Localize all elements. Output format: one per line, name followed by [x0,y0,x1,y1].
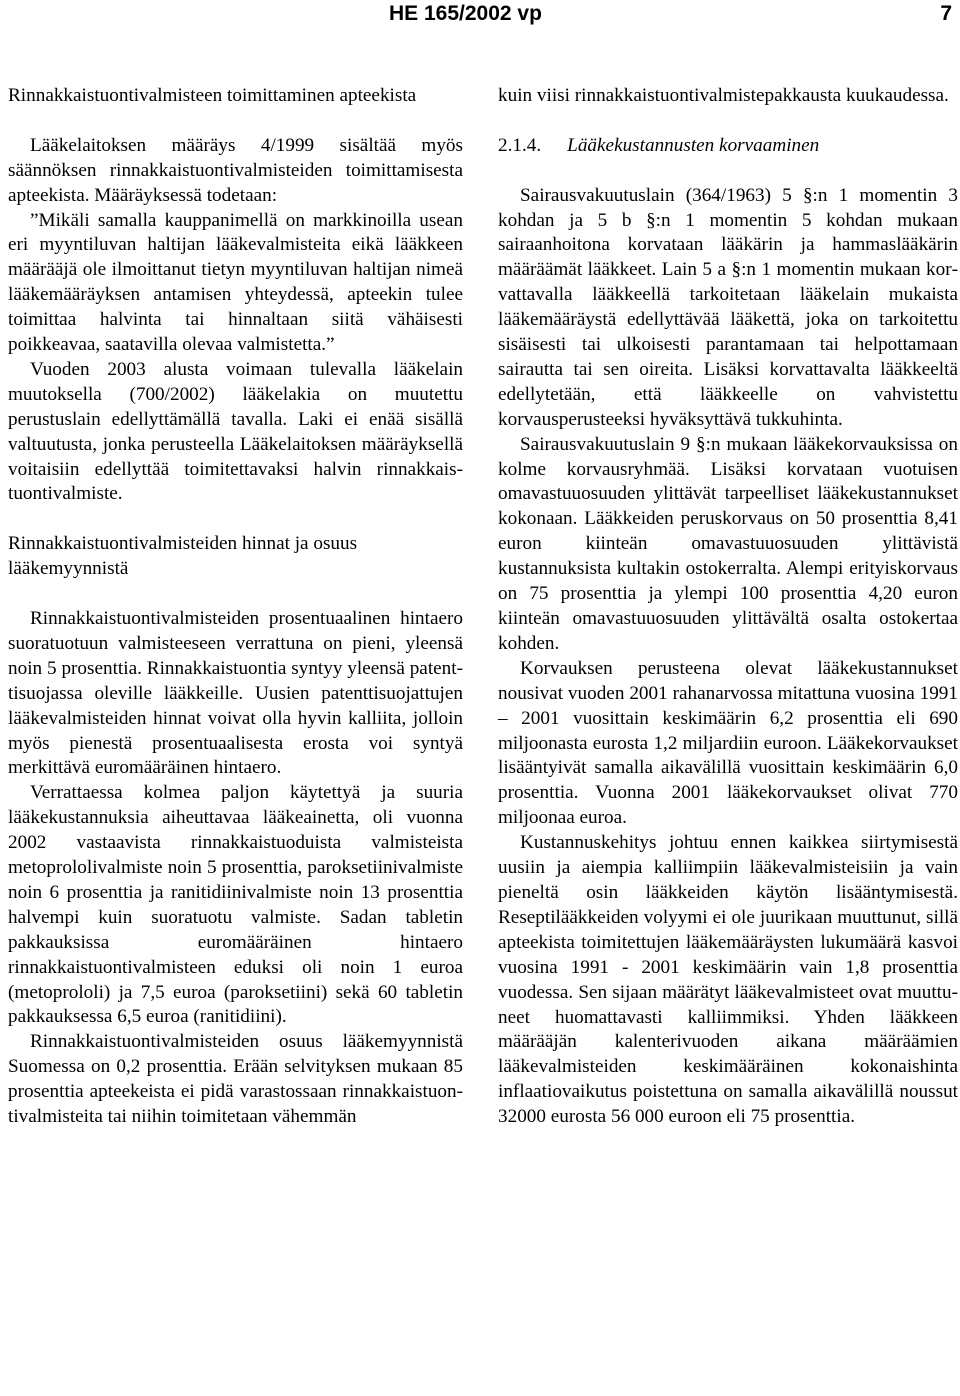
subsection-heading [498,134,958,159]
left-column [8,84,463,1130]
paragraph-continuation: kuin viisi rinnakkaistuontivalmistepakkausta kuukaudessa. [498,85,949,106]
paragraph: Sairausvakuutuslain 9 §:n mukaan lääkekorvauksissa on kolme korvausryhmää. Lisäksi korvataan vuotuisen omavastuuosuuden ylittävät tarpeelliset lääkekustannukset kokonaan. Lääkkeiden peruskorvaus on 50 prosenttia 8,41 euron kiinteän omavastuuosuuden ylittävistä kustannuksista kultakin ostokerralta. Alempi erityiskorvaus on 75 prosenttia ja ylempi 100 prosenttia 4,20 euron kiinteän omavastuuosuuden ylittävältä osalta ostokertaa kohden. [498,433,958,654]
page-number: 7 [940,2,952,25]
section-heading: Rinnakkaistuontivalmisteiden hinnat ja osuus lääkemyynnistä [8,533,358,580]
paragraph: Kustannuskehitys johtuu ennen kaikkea siirtymisestä uusiin ja aiempia kalliimpiin lääkevalmisteisiin ja vain pieneltä osin lääkkeiden käytön lisääntymisestä. Reseptilääkkeiden volyymi ei ole juurikaan muuttunut, sillä apteekista toimitettujen lääkemääräysten lukumäärä kasvoi vuosina 1991 - 2001 keskimäärin vain 1,8 prosenttia vuodessa. Sen sijaan määrätyt lääkevalmisteet ovat muuttuneet huomattavasti kalliimmiksi. Yhden lääkkeen määrääjän kalenterivuoden aikana määräämien lääkevalmisteiden keskimääräinen kokonaishinta inflaatiovaikutus poistettuna on samalla aikavälillä noussut 32000 eurosta 56 000 euroon eli 75 prosenttia. [498,832,958,1128]
paragraph: Vuoden 2003 alusta voimaan tulevalla lääkelain muutoksella (700/2002) lääkelakia on muutettu perustuslain edellyttämällä tavalla. Laki ei enää sisällä valtuutusta, jonka perusteella Lääkelaitoksen määräyksellä voitaisiin edellyttää toimitettavaksi halvin rinnakkaistuontivalmiste. [8,358,463,505]
section-heading: Rinnakkaistuontivalmisteen toimittaminen apteekista [8,85,417,106]
paragraph: Verrattaessa kolmea paljon käytettyä ja suuria lääkekustannuksia aiheuttavaa lääkeainetta, oli vuonna 2002 vastaavista rinnakkaistuoduista valmisteista metoprololivalmiste noin 5 prosenttia, paroksetiinivalmiste noin 6 prosenttia ja ranitidiinivalmiste noin 13 prosenttia halvempi kuin suoratuotu valmiste. Sadan tabletin pakkauksissa euromääräinen hintaero rinnakkaistuontivalmisteen eduksi oli noin 1 euroa (metoprololi) ja 7,5 euroa (paroksetiini) sekä 60 tabletin pakkauksessa 6,5 euroa (ranitidiini). [8,782,463,1028]
document-id: HE 165/2002 vp [389,2,542,25]
subsection-number: 2.1.4. [498,134,542,156]
paragraph: Lääkelaitoksen määräys 4/1999 sisältää myös säännöksen rinnakkaistuontivalmisteiden toimittamisesta apteekista. Määräyksessä todetaan: [8,134,463,206]
paragraph: Korvauksen perusteena olevat lääkekustannukset nousivat vuoden 2001 rahanarvossa mitattuna vuosina 1991 – 2001 vuosittain keskimäärin 6,2 prosenttia eli 690 miljoonasta eurosta 1,2 miljardiin euroon. Lääkekorvaukset lisääntyivät samalla aikavälillä vuosittain keskimäärin 6,0 prosenttia. Vuonna 2001 lääkekorvaukset olivat 770 miljoonaa euroa. [498,657,958,829]
paragraph: Rinnakkaistuontivalmisteiden prosentuaalinen hintaero suoratuotuun valmisteeseen verrattuna on pieni, yleensä noin 5 prosenttia. Rinnakkaistuontia syntyy yleensä patenttisuojassa oleville lääkkeille. Uusien patenttisuojattujen lääkevalmisteiden hinnat voivat olla hyvin kalliita, jolloin myös pienestä prosentuaalisesta erosta voi syntyä merkittävä euromääräinen hintaero. [8,607,463,779]
right-column [498,84,958,1130]
paragraph: Rinnakkaistuontivalmisteiden osuus lääkemyynnistä Suomessa on 0,2 prosenttia. Erään selvityksen mukaan 85 prosenttia apteekeista ei pidä varastossaan rinnakkaistuontivalmisteita tai niihin toimitetaan vähemmän [8,1031,463,1128]
paragraph: Sairausvakuutuslain (364/1963) 5 §:n 1 momentin 3 kohdan ja 5 b §:n 1 momentin 5 kohdan mukaan sairaanhoitona korvataan lääkärin ja hammaslääkärin määräämät lääkkeet. Lain 5 a §:n 1 momentin mukaan korvattavalla lääkkeellä tarkoitetaan lääkelain mukaista lääkemääräystä edellyttävää lääkettä, joka on tarkoitettu sisäisesti tai ulkoisesti parantamaan tai helpottamaan sairautta tai sen oireita. Lisäksi korvattavalta lääkkeeltä edellytetään, että lääkkeelle on vahvistettu korvausperusteeksi hyväksyttävä tukkuhinta. [498,184,958,430]
quote-paragraph: ”Mikäli samalla kauppanimellä on markkinoilla usean eri myyntiluvan haltijan lääkevalmisteita eikä lääkkeen määrääjä ole ilmoittanut tietyn myyntiluvan haltijan nimeä lääkemääräyksen antamisen yhteydessä, apteekin tulee toimittaa halvinta tai hinnaltaan siitä vähäisesti poikkeavaa, saatavilla olevaa valmistetta.” [8,209,463,356]
subsection-title: Lääkekustannusten korvaaminen [567,134,820,156]
page-header [0,0,960,30]
